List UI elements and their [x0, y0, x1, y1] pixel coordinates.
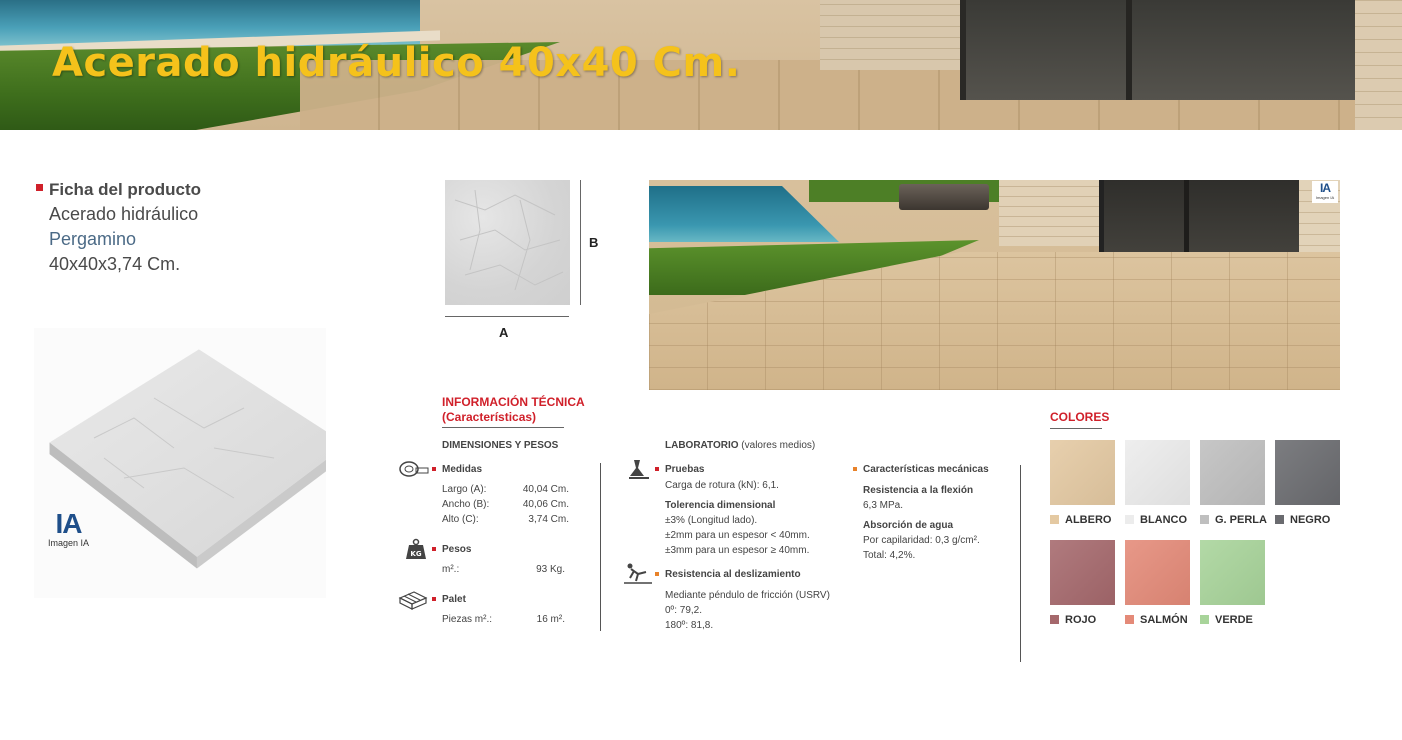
page-title: Acerado hidráulico 40x40 Cm. [52, 40, 741, 86]
ai-image-badge [48, 510, 89, 548]
medidas-row-largo: Largo (A): 40,04 Cm. [442, 484, 569, 495]
tolerancia-line-3: ±3mm para un espesor ≥ 40mm. [665, 545, 810, 556]
swatch-label-albero: ALBERO [1050, 514, 1111, 526]
medidas-label: Medidas [432, 464, 482, 475]
pesos-row: m².: 93 Kg. [442, 564, 565, 575]
pallet-icon [398, 590, 428, 610]
banner-window-image [960, 0, 1360, 100]
photo-furniture [899, 184, 989, 210]
absorcion-title: Absorción de agua [863, 520, 954, 531]
weight-icon-text: KG [410, 550, 422, 558]
column-divider [600, 463, 601, 631]
product-size: 40x40x3,74 Cm. [49, 254, 181, 274]
lab-heading: LABORATORIO (valores medios) [665, 440, 816, 451]
ia-logo-small: IA [1320, 181, 1330, 195]
swatch-label-blanco: BLANCO [1125, 514, 1187, 526]
dimension-b-label: B [589, 235, 599, 250]
swatch-salmon[interactable] [1125, 540, 1190, 605]
tolerancia-line-2: ±2mm para un espesor < 40mm. [665, 530, 810, 541]
dimension-b-line [580, 180, 581, 305]
technical-info-title: INFORMACIÓN TÉCNICA (Características) [442, 395, 585, 428]
product-finish: Pergamino [49, 229, 137, 249]
pruebas-label: Pruebas [655, 464, 704, 475]
dimension-tile-image [445, 180, 570, 305]
deslizamiento-label: Resistencia al deslizamiento [655, 569, 801, 580]
palet-row: Piezas m².: 16 m². [442, 614, 565, 625]
header-banner [0, 0, 1402, 130]
flexion-title: Resistencia a la flexión [863, 485, 974, 496]
tape-measure-icon [399, 460, 429, 478]
deslizamiento-line-1: Mediante péndulo de fricción (USRV) [665, 590, 830, 601]
swatch-negro[interactable] [1275, 440, 1340, 505]
mecanicas-label: Características mecánicas [853, 464, 989, 475]
absorcion-line-1: Por capilaridad: 0,3 g/cm². [863, 535, 980, 546]
swatch-label-rojo: ROJO [1050, 614, 1096, 626]
weight-kg-icon [405, 538, 427, 560]
dimensions-heading: DIMENSIONES Y PESOS [442, 440, 559, 451]
swatch-label-verde: VERDE [1200, 614, 1253, 626]
swatch-rojo[interactable] [1050, 540, 1115, 605]
swatch-albero[interactable] [1050, 440, 1115, 505]
product-name: Acerado hidráulico [49, 204, 199, 224]
dimension-a-label: A [499, 325, 509, 340]
ia-caption-small: Imagen IA [1315, 195, 1335, 200]
column-divider-right [1020, 465, 1021, 662]
medidas-row-ancho: Ancho (B): 40,06 Cm. [442, 499, 569, 510]
swatch-verde[interactable] [1200, 540, 1265, 605]
lab-test-icon [628, 458, 650, 480]
flexion-value: 6,3 MPa. [863, 500, 904, 511]
swatch-blanco[interactable] [1125, 440, 1190, 505]
deslizamiento-line-2: 0º: 79,2. [665, 605, 703, 616]
product-tile-image [34, 328, 326, 598]
pesos-label: Pesos [432, 544, 471, 555]
slip-fall-icon [624, 562, 652, 584]
medidas-row-alto: Alto (C): 3,74 Cm. [442, 514, 569, 525]
ai-image-badge-small [1312, 181, 1338, 203]
terrace-photo [649, 180, 1340, 390]
dimension-a-line [445, 316, 569, 317]
red-bullet-icon [36, 184, 43, 191]
palet-label: Palet [432, 594, 466, 605]
tolerancia-line-1: ±3% (Longitud lado). [665, 515, 758, 526]
absorcion-line-2: Total: 4,2%. [863, 550, 916, 561]
product-sheet-heading: Ficha del producto [49, 180, 202, 199]
swatch-gperla[interactable] [1200, 440, 1265, 505]
tolerancia-title: Tolerencia dimensional [665, 500, 776, 511]
swatch-label-salmon: SALMÓN [1125, 614, 1188, 626]
swatch-label-gperla: G. PERLA [1200, 514, 1267, 526]
carga-rotura: Carga de rotura (kN): 6,1. [665, 480, 779, 491]
colors-title: COLORES [1050, 410, 1109, 429]
deslizamiento-line-3: 180º: 81,8. [665, 620, 714, 631]
ia-logo: IA [55, 508, 82, 539]
swatch-label-negro: NEGRO [1275, 514, 1330, 526]
ia-caption: Imagen IA [48, 538, 90, 548]
